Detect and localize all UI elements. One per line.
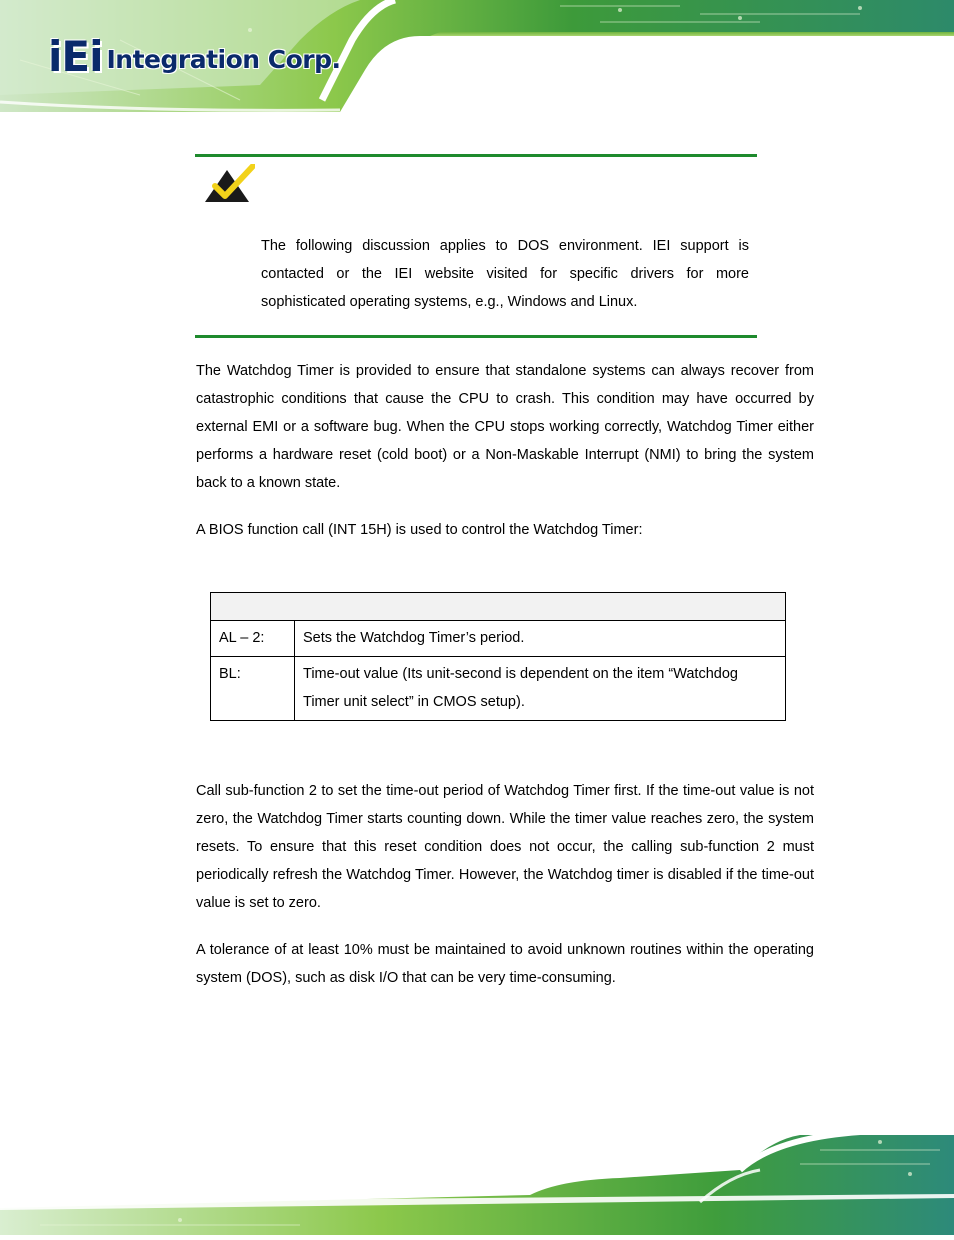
table-row — [211, 621, 786, 657]
description-cell: Sets the Watchdog Timer’s period. — [295, 621, 786, 657]
check-note-icon — [203, 164, 255, 204]
footer-swoosh-graphic — [0, 1130, 954, 1235]
intro-paragraph: The Watchdog Timer is provided to ensure that standalone systems can always recover from catastrophic conditions that cause the CPU to crash. This condition may have occurred by external EMI or a software bug. When the CPU stops working correctly, Watchdog Timer either performs a hardware reset (cold boot) or a Non-Maskable Interrupt (NMI) to bring the system back to a known state. — [196, 363, 814, 491]
table-row — [211, 657, 786, 721]
sub-function-paragraph: Call sub-function 2 to set the time-out period of Watchdog Timer first. If the time-out value is not zero, the Watchdog Timer starts counting down. While the timer value reaches zero, the system resets. To ensure that this reset condition does not occur, the calling sub-function 2 must periodically refresh the Watchdog Timer. However, the Watchdog timer is disabled if the time-out value is set to zero. — [196, 783, 814, 911]
logo-wordmark: Integration Corp. — [106, 45, 341, 74]
table-header-row — [211, 593, 786, 621]
note-text: The following discussion applies to DOS environment. IEI support is contacted or the IEI website visited for specific drivers for more sophisticated operating systems, e.g., Windows and Linux. — [261, 238, 749, 310]
note-bottom-rule — [195, 335, 757, 338]
footer-band — [0, 1130, 954, 1235]
tolerance-paragraph: A tolerance of at least 10% must be maintained to avoid unknown routines within the operating system (DOS), such as disk I/O that can be very time-consuming. — [196, 942, 814, 986]
register-cell: BL: — [211, 657, 295, 721]
table-header-cell — [211, 593, 786, 621]
company-logo — [48, 28, 341, 81]
logo-iei-mark: iEi — [48, 32, 103, 81]
bios-call-paragraph: A BIOS function call (INT 15H) is used to control the Watchdog Timer: — [196, 522, 643, 538]
description-cell: Time-out value (Its unit-second is dependent on the item “Watchdog Timer unit select” in CMOS setup). — [295, 657, 786, 721]
register-cell: AL – 2: — [211, 621, 295, 657]
note-top-rule — [195, 154, 757, 157]
bios-register-table — [210, 592, 786, 721]
